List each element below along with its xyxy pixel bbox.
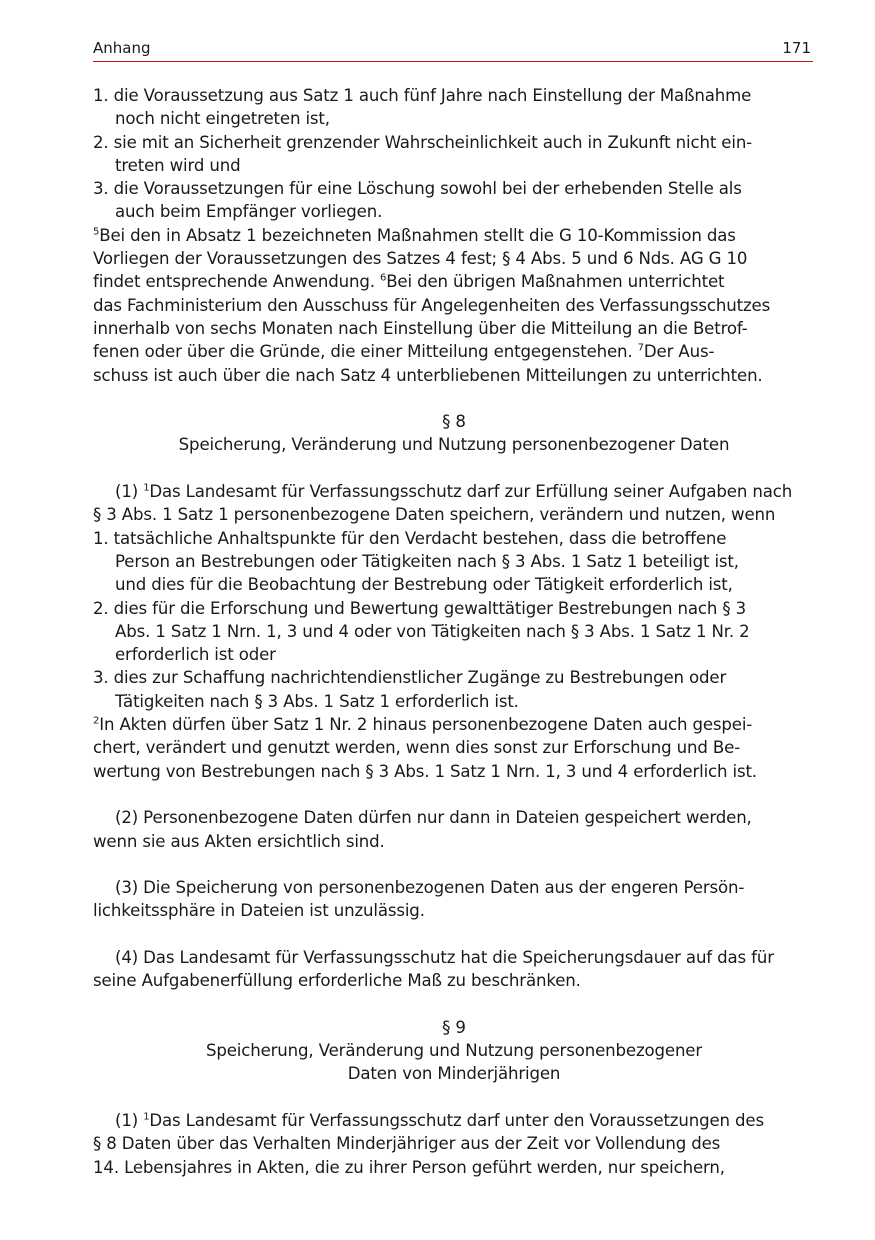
list-item: 3. dies zur Schaffung nachrichtendienstlicher Zugänge zu Bestrebungen oder Tätigkeiten nach § 3 Abs. 1 Satz 1 erforderlich ist. bbox=[93, 668, 727, 711]
section-title: Speicherung, Veränderung und Nutzung personenbezogener bbox=[205, 1041, 703, 1061]
section-number: § 9 bbox=[442, 1017, 466, 1037]
running-header bbox=[93, 39, 813, 62]
sentence-number: 1 bbox=[143, 482, 150, 494]
section-8-paragraph-4: (4) Das Landesamt für Verfassungsschutz hat die Speicherungsdauer auf das für seine Aufgabenerfüllung erforderliche Maß zu beschränken. bbox=[93, 947, 774, 991]
list-item: 1. die Voraussetzung aus Satz 1 auch fünf Jahre nach Einstellung der Maßnahme noch nicht eingetreten ist, bbox=[93, 86, 752, 129]
section-number: § 8 bbox=[442, 412, 466, 432]
sentence-number: 7 bbox=[637, 342, 644, 354]
section-8-paragraph-1: (1) $^1$Das Landesamt für Verfassungsschutz darf zur Erfüllung seiner Aufgaben nach § 3 Abs. 1 Satz 1 personenbezogene Daten speichern, verändern und nutzen, wenn 1. tatsächliche Anhaltspunkte für den Verdacht bestehen, dass die betroffene Person an Bestrebungen oder Tätigkeiten nach § 3 Abs. 1 Satz 1 beteiligt ist, und dies für die Beobachtung der Bestrebung oder Tätigkeit erforderlich ist, 2. dies für die Erforschung und Bewertung gewalttätiger Bestrebungen nach § 3 Abs. 1 Satz 1 Nrn. 1, 3 und 4 oder von Tätigkeiten nach § 3 Abs. 1 Satz 1 Nr. 2 erforderlich ist oder 3. dies zur Schaffung nachrichtendienstlicher Zugänge zu Bestrebungen oder Tätigkeiten nach § 3 Abs. 1 Satz 1 erforderlich ist. $^2$In Akten dürfen über Satz 1 Nr. 2 hinaus personenbezogene Daten auch gespei- chert, verändert und genutzt werden, wenn dies sonst zur Erforschung und Be- wertung von Bestrebungen nach § 3 Abs. 1 Satz 1 Nrn. 1, 3 und 4 erforderlich ist. bbox=[93, 480, 815, 783]
section-9-paragraph-1: (1) $^1$Das Landesamt für Verfassungsschutz darf unter den Voraussetzungen des § 8 Daten über das Verhalten Minderjähriger aus der Zeit vor Vollendung des 14. Lebensjahres in Akten, die zu ihrer Person geführt werden, nur speichern, bbox=[93, 1111, 764, 1177]
list-item: 2. sie mit an Sicherheit grenzender Wahrscheinlichkeit auch in Zukunft nicht ein- treten wird und bbox=[93, 132, 753, 175]
page-number: 171 bbox=[782, 39, 811, 57]
section-8-paragraph-3: (3) Die Speicherung von personenbezogenen Daten aus der engeren Persön- lichkeitssphäre in Dateien ist unzulässig. bbox=[93, 878, 745, 921]
paragraph-sentences-5-7: $^5$Bei den in Absatz 1 bezeichneten Maßnahmen stellt die G 10-Kommission das Vorliegen der Voraussetzungen des Satzes 4 fest; § 4 Abs. 5 und 6 Nds. AG G 10 findet entsprechende Anwendung. $^6$Bei den übrigen Maßnahmen unterrichtet das Fachministerium den Ausschuss für Angelegenheiten des Verfassungsschutzes innerhalb von sechs Monaten nach Einstellung über die Mitteilung an die Betrof- fenen oder über die Gründe, die einer Mitteilung entgegenstehen. $^7$Der Aus- schuss ist auch über die nach Satz 4 unterbliebenen Mitteilungen zu unterrichten. bbox=[93, 225, 771, 385]
sentence-number: 2 bbox=[93, 715, 100, 727]
body-text bbox=[93, 84, 815, 1179]
list-item: 2. dies für die Erforschung und Bewertung gewalttätiger Bestrebungen nach § 3 Abs. 1 Satz 1 Nrn. 1, 3 und 4 oder von Tätigkeiten nach § 3 Abs. 1 Satz 1 Nr. 2 erforderlich ist oder bbox=[93, 598, 750, 665]
list-item: 1. tatsächliche Anhaltspunkte für den Verdacht bestehen, dass die betroffene Person an Bestrebungen oder Tätigkeiten nach § 3 Abs. 1 Satz 1 beteiligt ist, und dies für die Beobachtung der Bestrebung oder Tätigkeit erforderlich ist, bbox=[93, 528, 739, 595]
list-item: 3. die Voraussetzungen für eine Löschung sowohl bei der erhebenden Stelle als auch beim Empfänger vorliegen. bbox=[93, 179, 742, 222]
section-title-continued: Daten von Minderjährigen bbox=[347, 1064, 561, 1084]
section-title: Speicherung, Veränderung und Nutzung personenbezogener Daten bbox=[178, 435, 730, 455]
header-section-title: Anhang bbox=[93, 39, 151, 57]
section-8-paragraph-2: (2) Personenbezogene Daten dürfen nur dann in Dateien gespeichert werden, wenn sie aus Akten ersichtlich sind. bbox=[93, 808, 752, 851]
sentence-number: 6 bbox=[379, 272, 387, 284]
sentence-number: 1 bbox=[143, 1111, 150, 1123]
sentence-number: 5 bbox=[93, 226, 100, 238]
